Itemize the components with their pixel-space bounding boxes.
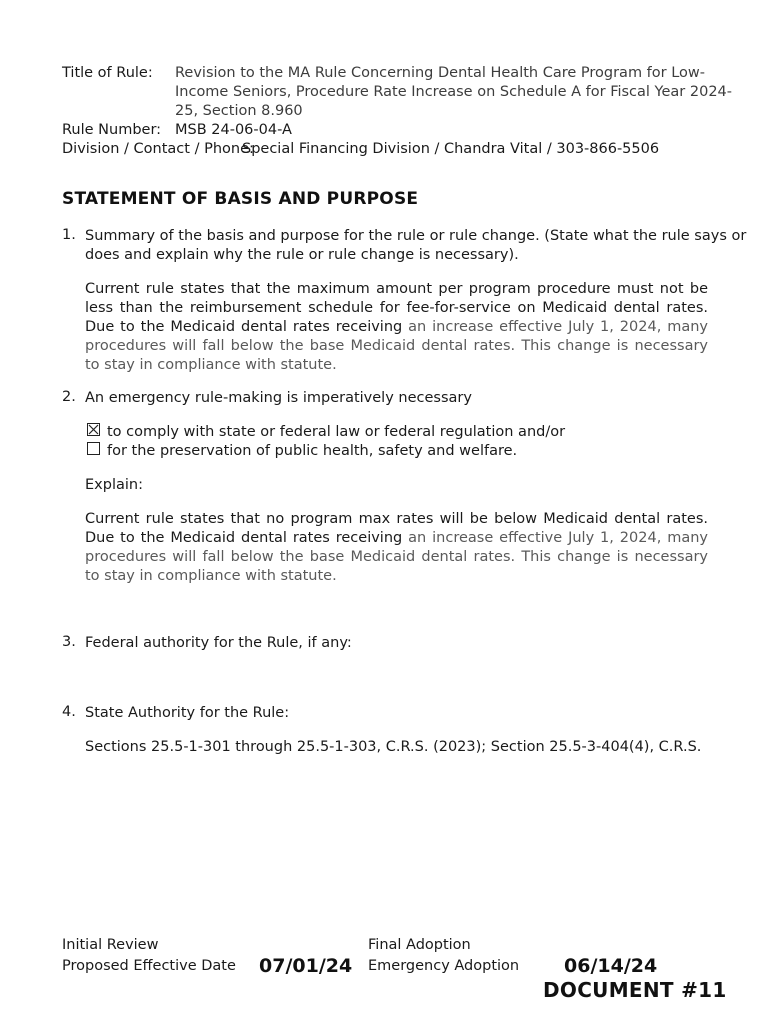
final-adoption-label: Final Adoption (368, 937, 471, 953)
checkbox-1-label: to comply with state or federal law or federal regulation and/or (107, 424, 566, 440)
proposed-effective-date: 07/01/24 (259, 955, 353, 977)
proposed-effective-date-label: Proposed Effective Date (62, 958, 236, 974)
title-label: Title of Rule: (62, 65, 153, 81)
section-heading: STATEMENT OF BASIS AND PURPOSE (62, 189, 419, 209)
item-2-paragraph-main: Current rule states that no program max rates will be below Medicaid dental rates. Due to the Medicaid dental rates receiving (85, 511, 708, 546)
title-line-2: Income Seniors, Procedure Rate Increase on Schedule A for Fiscal Year 2024- (175, 84, 732, 100)
item-1-line-1: Summary of the basis and purpose for the rule or rule change. (State what the rule says or (85, 228, 747, 244)
title-line-1: Revision to the MA Rule Concerning Dental Health Care Program for Low- (175, 65, 706, 81)
contact-value: Special Financing Division / Chandra Vital / 303-866-5506 (242, 141, 660, 157)
emergency-adoption-date: 06/14/24 (564, 955, 658, 977)
contact-label: Division / Contact / Phone: (62, 141, 254, 157)
emergency-adoption-label: Emergency Adoption (368, 958, 520, 974)
initial-review-label: Initial Review (62, 937, 159, 953)
checkmark-x-icon (88, 424, 99, 435)
item-2-number: 2. (62, 389, 76, 405)
checkbox-2-label: for the preservation of public health, safety and welfare. (107, 443, 518, 459)
item-1-paragraph-main: Current rule states that the maximum amount per program procedure must not be less than the reimbursement schedule for fee-for-service on Medicaid dental rates. Due to the Medicaid dental rates receiving (85, 281, 708, 335)
item-3-text: Federal authority for the Rule, if any: (85, 635, 352, 651)
item-3-number: 3. (62, 634, 76, 650)
item-1-paragraph (85, 280, 708, 375)
explain-label: Explain: (85, 477, 143, 493)
rule-number-label: Rule Number: (62, 122, 162, 138)
rule-number: MSB 24-06-04-A (175, 122, 292, 138)
item-4-number: 4. (62, 704, 76, 720)
item-2-paragraph-change: an increase effective July 1, 2024, many procedures will fall below the base Medicaid dental rates. This change is necessary to stay in compliance with statute. (85, 530, 708, 584)
law-compliance-checkbox[interactable] (87, 423, 100, 436)
state-authority-detail: Sections 25.5-1-301 through 25.5-1-303, C.R.S. (2023); Section 25.5-3-404(4), C.R.S. (85, 739, 702, 755)
title-line-3: 25, Section 8.960 (175, 103, 303, 119)
item-1-number: 1. (62, 227, 76, 243)
item-4-text: State Authority for the Rule: (85, 705, 290, 721)
item-2-text: An emergency rule-making is imperatively necessary (85, 390, 472, 406)
item-1-line-2: does and explain why the rule or rule change is necessary). (85, 247, 519, 263)
item-1-paragraph-change: an increase effective July 1, 2024, many procedures will fall below the base Medicaid dental rates. This change is necessary to stay in compliance with statute. (85, 319, 708, 373)
public-health-checkbox[interactable] (87, 442, 100, 455)
item-2-paragraph (85, 510, 708, 586)
document-number: DOCUMENT #11 (543, 978, 727, 1002)
